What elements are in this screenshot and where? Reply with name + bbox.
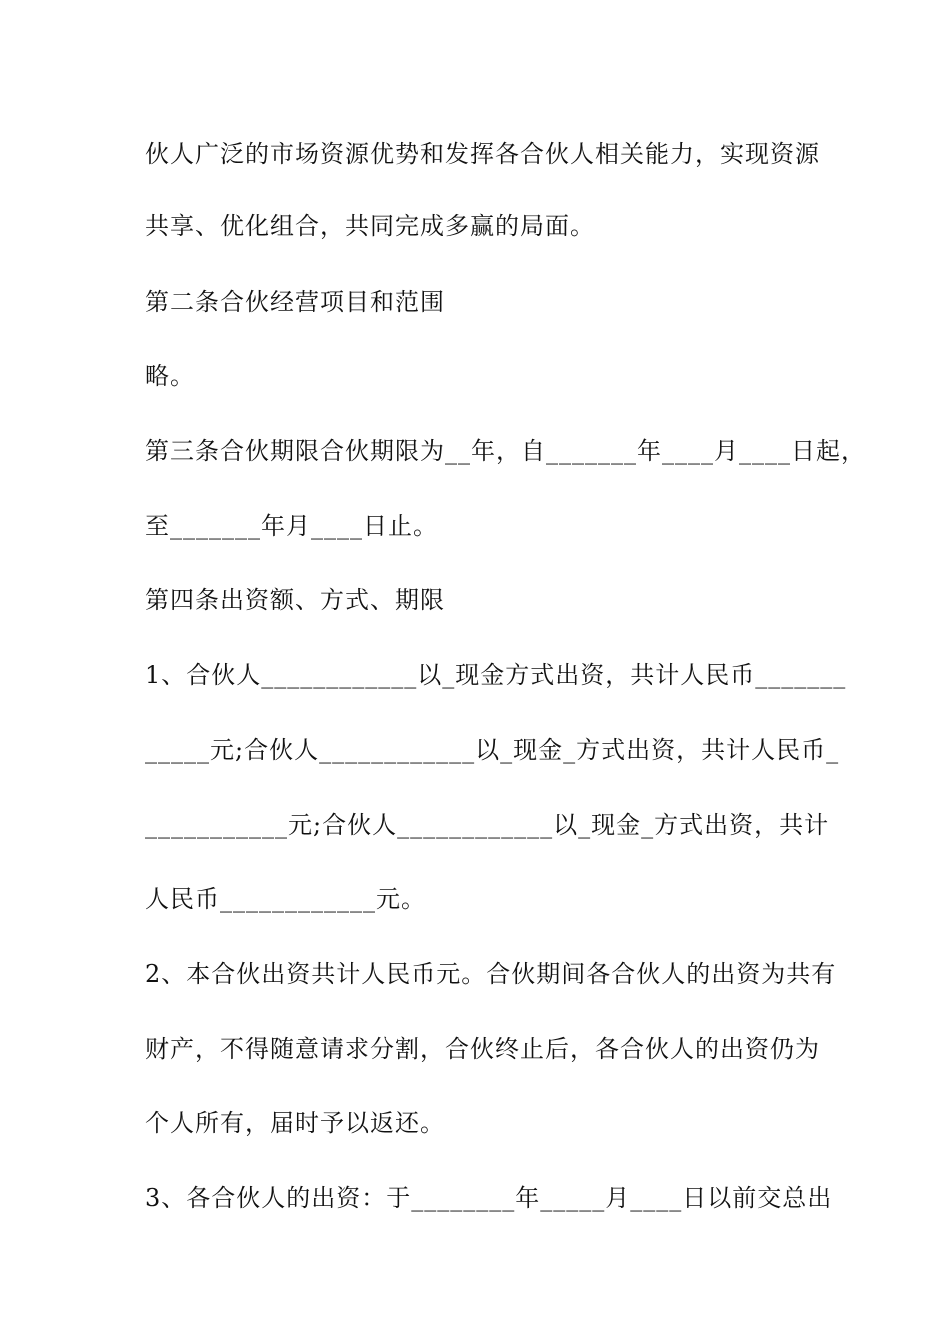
text-line: ___________元;合伙人____________以_现金_方式出资，共计: [145, 811, 830, 839]
text-line: 至_______年月____日止。: [145, 512, 438, 540]
text-line: 共享、优化组合，共同完成多赢的局面。: [145, 212, 595, 240]
text-line: 个人所有，届时予以返还。: [145, 1109, 445, 1137]
text-line: 3、各合伙人的出资：于________年_____月____日以前交总出: [145, 1184, 833, 1212]
text-line: 2、本合伙出资共计人民币元。合伙期间各合伙人的出资为共有: [145, 960, 837, 988]
text-line: 财产，不得随意请求分割，合伙终止后，各合伙人的出资仍为: [145, 1035, 820, 1063]
text-line: 第三条合伙期限合伙期限为__年，自_______年____月____日起，: [145, 437, 866, 465]
text-line: _____元;合伙人____________以_现金_方式出资，共计人民币_: [145, 736, 840, 764]
text-line: 1、合伙人____________以_现金方式出资，共计人民币_______: [145, 661, 847, 689]
text-line: 伙人广泛的市场资源优势和发挥各合伙人相关能力，实现资源: [145, 140, 820, 168]
section-heading: 第四条出资额、方式、期限: [145, 586, 445, 614]
section-heading: 第二条合伙经营项目和范围: [145, 288, 445, 316]
text-line: 人民币____________元。: [145, 885, 426, 913]
text-line: 略。: [145, 362, 195, 390]
